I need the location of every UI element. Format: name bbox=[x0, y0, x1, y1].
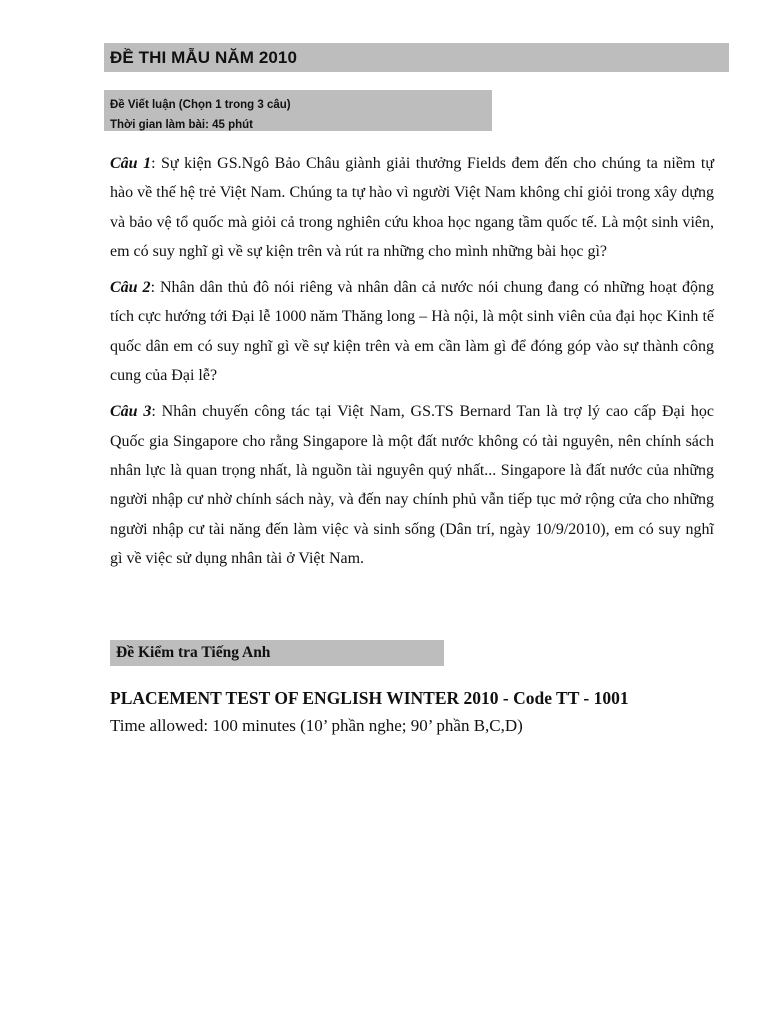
question-3 bbox=[110, 397, 714, 573]
english-time-allowed: Time allowed: 100 minutes (10’ phần nghe; 90’ phần B,C,D) bbox=[110, 716, 523, 735]
english-section-bar bbox=[110, 640, 444, 666]
question-1 bbox=[110, 149, 714, 266]
question-2-label: Câu 2 bbox=[110, 279, 151, 297]
question-2-text: : Nhân dân thủ đô nói riêng và nhân dân cả nước nói chung đang có những hoạt động tích cực hướng tới Đại lễ 1000 năm Thăng long – Hà nội, là một sinh viên của đại học Kinh tế quốc dân em có suy nghĩ gì về sự kiện trên và em cần làm gì để đóng góp vào sự thành công cung của Đại lễ? bbox=[110, 279, 714, 385]
essay-questions bbox=[110, 149, 714, 580]
essay-info-box bbox=[104, 90, 492, 131]
essay-instruction: Đề Viết luận (Chọn 1 trong 3 câu) bbox=[110, 99, 291, 111]
question-2 bbox=[110, 273, 714, 390]
question-1-text: : Sự kiện GS.Ngô Bảo Châu giành giải thưởng Fields đem đến cho chúng ta niềm tự hào về thế hệ trẻ Việt Nam. Chúng ta tự hào vì người Việt Nam không chỉ giỏi trong xây dựng và bảo vệ tổ quốc mà giỏi cả trong nghiên cứu khoa học ngang tầm quốc tế. Là một sinh viên, em có suy nghĩ gì về sự kiện trên và rút ra những cho mình những bài học gì? bbox=[110, 155, 714, 260]
question-3-label: Câu 3 bbox=[110, 403, 152, 421]
english-section-heading: Đề Kiểm tra Tiếng Anh bbox=[116, 644, 271, 661]
exam-title-bar bbox=[104, 43, 729, 72]
question-1-label: Câu 1 bbox=[110, 155, 152, 172]
question-3-text: : Nhân chuyến công tác tại Việt Nam, GS.TS Bernard Tan là trợ lý cao cấp Đại học Quốc gia Singapore cho rằng Singapore là một đất nước không có tài nguyên, nên chính sách nhân lực là quan trọng nhất, là nguồn tài nguyên quý nhất... Singapore là đất nước của những người nhập cư nhờ chính sách này, và đến nay chính phủ vẫn tiếp tục mở rộng cửa cho những người nhập cư tài năng đến làm việc và sinh sống (Dân trí, ngày 10/9/2010), em có suy nghĩ gì về việc sử dụng nhân tài ở Việt Nam. bbox=[110, 403, 714, 567]
essay-time-limit: Thời gian làm bài: 45 phút bbox=[110, 119, 253, 131]
english-test-title: PLACEMENT TEST OF ENGLISH WINTER 2010 - Code TT - 1001 bbox=[110, 688, 629, 708]
exam-title: ĐỀ THI MẪU NĂM 2010 bbox=[110, 47, 298, 67]
